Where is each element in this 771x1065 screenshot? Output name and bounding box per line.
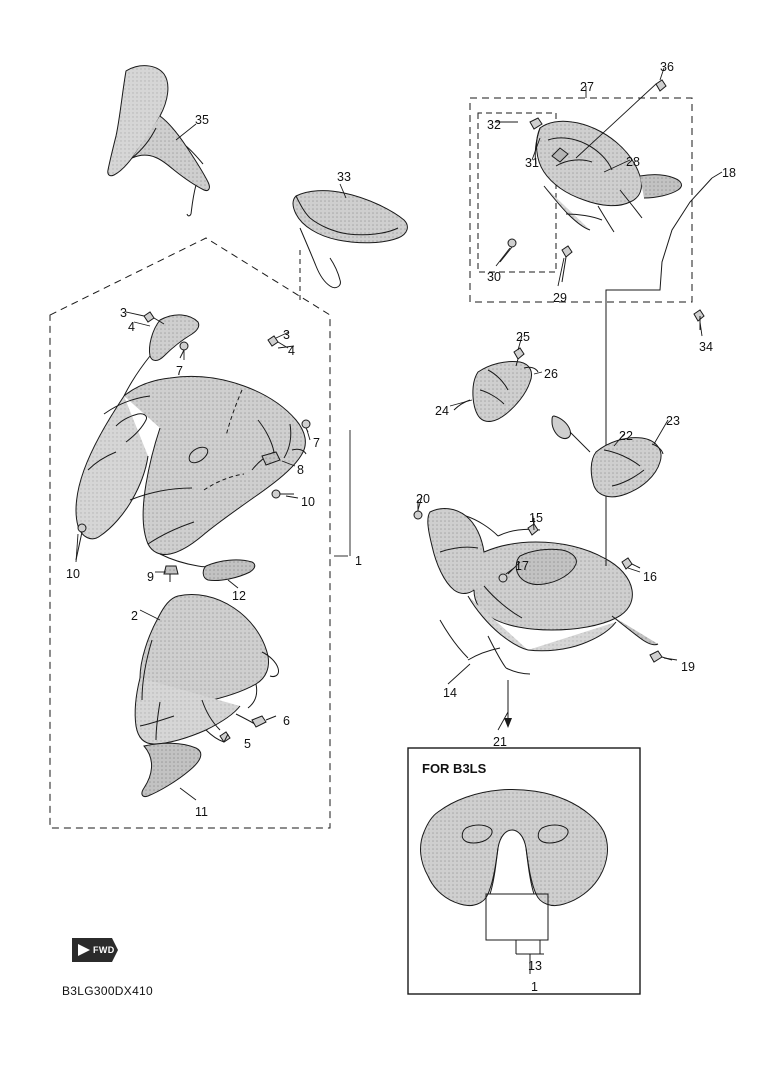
part-24-module <box>454 348 538 421</box>
callout-2: 2 <box>131 609 138 623</box>
part-1-cowling <box>76 315 305 567</box>
callout-12: 12 <box>232 589 246 603</box>
callout-17: 17 <box>515 559 529 573</box>
callout-3b: 3 <box>283 328 290 342</box>
callout-5: 5 <box>244 737 251 751</box>
callout-26: 26 <box>544 367 558 381</box>
callout-10b: 10 <box>66 567 80 581</box>
part-number-label: B3LG300DX410 <box>62 984 153 998</box>
callout-inset-1: 1 <box>531 980 538 994</box>
callout-7a: 7 <box>176 364 183 378</box>
callout-25: 25 <box>516 330 530 344</box>
callout-29: 29 <box>553 291 567 305</box>
part-35-mirror <box>108 66 210 216</box>
callout-31: 31 <box>525 156 539 170</box>
fwd-label: FWD <box>93 945 115 955</box>
callout-15: 15 <box>529 511 543 525</box>
callout-24: 24 <box>435 404 449 418</box>
callout-33: 33 <box>337 170 351 184</box>
callout-4b: 4 <box>288 344 295 358</box>
callout-1: 1 <box>355 554 362 568</box>
callout-11: 11 <box>195 805 208 819</box>
callout-13: 13 <box>528 959 542 973</box>
callout-10a: 10 <box>301 495 315 509</box>
callout-4a: 4 <box>128 320 135 334</box>
callout-30: 30 <box>487 270 501 284</box>
callout-18: 18 <box>722 166 736 180</box>
callout-7b: 7 <box>313 436 320 450</box>
callout-28: 28 <box>626 155 640 169</box>
callout-6: 6 <box>283 714 290 728</box>
callout-20: 20 <box>416 492 430 506</box>
inset-title: FOR B3LS <box>422 761 487 776</box>
part-33-mirror <box>293 191 407 288</box>
callout-9: 9 <box>147 570 154 584</box>
callout-36: 36 <box>660 60 674 74</box>
callout-34: 34 <box>699 340 713 354</box>
part-9-clip <box>164 566 178 582</box>
callout-23: 23 <box>666 414 680 428</box>
part-18-harness <box>606 178 712 560</box>
callout-3a: 3 <box>120 306 127 320</box>
part-11-flap <box>142 743 201 796</box>
callout-22: 22 <box>619 429 633 443</box>
part-22-lamp <box>552 416 663 497</box>
callout-21: 21 <box>493 735 507 749</box>
part-12-piece <box>203 560 255 581</box>
callout-14: 14 <box>443 686 457 700</box>
callout-35: 35 <box>195 113 209 127</box>
callout-27: 27 <box>580 80 594 94</box>
callout-8: 8 <box>297 463 304 477</box>
callout-19: 19 <box>681 660 695 674</box>
callout-16: 16 <box>643 570 657 584</box>
part-27-bracket-assembly <box>500 80 704 330</box>
callout-32: 32 <box>487 118 501 132</box>
